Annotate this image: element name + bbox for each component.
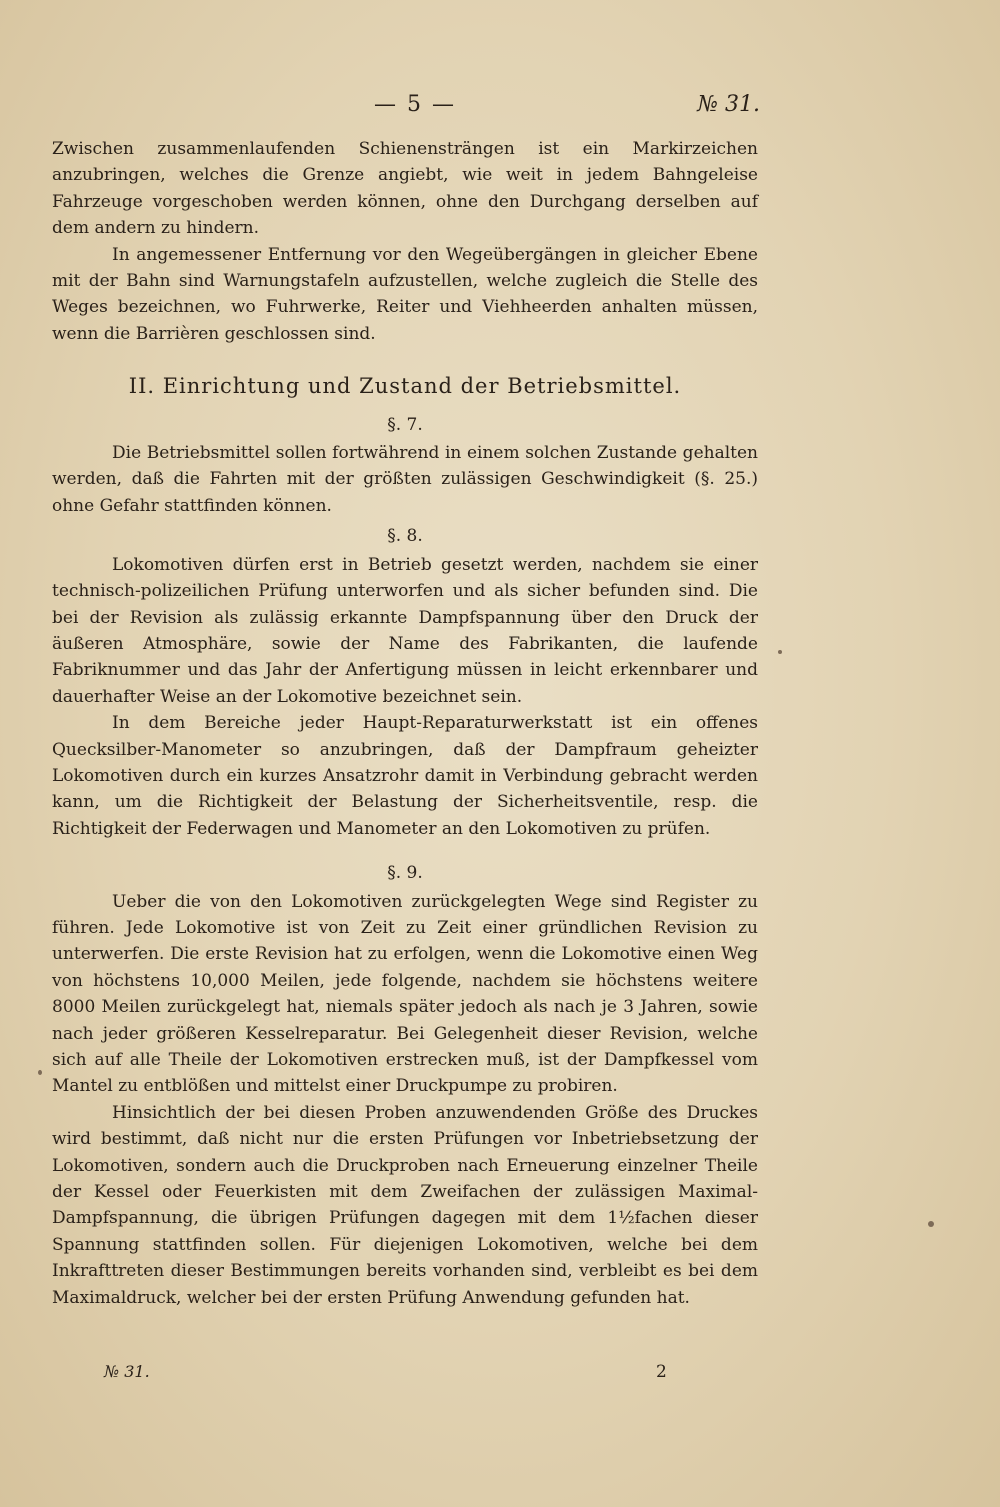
footer-document-number: № 31. [104, 1362, 150, 1381]
page-header [0, 92, 1000, 122]
paper-speck [38, 1070, 42, 1075]
paper-speck [778, 650, 782, 654]
paragraph-warnungstafeln: In angemessener Entfernung vor den Wegeübergängen in gleicher Ebene mit der Bahn sind Warnungstafeln aufzustellen, welche zugleich die Stelle des Weges bezeichnen, wo Fuhrwerke, Reiter und Viehheerden anhalten müssen, wenn die Barrièren geschlossen sind. [52, 244, 758, 344]
body-text [52, 136, 758, 1311]
footer-sheet-number: 2 [656, 1362, 667, 1382]
paragraph-7: Die Betriebsmittel sollen fortwährend in einem solchen Zustande gehalten werden, daß die Fahrten mit der größten zulässigen Geschwindigkeit (§. 25.) ohne Gefahr stattfinden können. [52, 443, 758, 516]
paper-speck [928, 1221, 934, 1227]
paragraph-8-2: In dem Bereiche jeder Haupt-Reparaturwerkstatt ist ein offenes Quecksilber-Manometer so anzubringen, daß der Dampfraum geheizter Lokomotiven durch ein kurzes Ansatzrohr damit in Verbindung gebracht werden kann, um die Richtigkeit der Belastung der Sicherheitsventile, resp. die Richtigkeit der Federwagen und Manometer an den Lokomotiven zu prüfen. [52, 713, 758, 839]
section-number-8: §. 8. [387, 526, 423, 547]
document-number: № 31. [697, 92, 760, 117]
paragraph-8-1: Lokomotiven dürfen erst in Betrieb gesetzt werden, nachdem sie einer technisch-polizeilichen Prüfung unterworfen und als sicher befunden sind. Die bei der Revision als zulässig erkannte Dampfspannung über den Druck der äußeren Atmosphäre, sowie der Name des Fabrikanten, die laufende Fabriknummer und das Jahr der Anfertigung müssen in leicht erkennbarer und dauerhafter Weise an der Lokomotive bezeichnet sein. [52, 554, 758, 707]
page-number: — 5 — [374, 92, 456, 117]
spacer [52, 842, 758, 856]
section-heading: II. Einrichtung und Zustand der Betriebsmittel. [128, 374, 682, 399]
paragraph-9-2: Hinsichtlich der bei diesen Proben anzuwendenden Größe des Druckes wird bestimmt, daß nicht nur die ersten Prüfungen vor Inbetriebsetzung der Lokomotiven, sondern auch die Druckproben nach Erneuerung einzelner Theile der Kessel oder Feuerkisten mit dem Zweifachen der zulässigen Maximal-Dampfspannung, die übrigen Prüfungen dagegen mit dem 1½fachen dieser Spannung stattfinden sollen. Für diejenigen Lokomotiven, welche bei dem Inkrafttreten dieser Bestimmungen bereits vorhanden sind, verbleibt es bei dem Maximaldruck, welcher bei der ersten Prüfung Anwendung gefunden hat. [52, 1102, 758, 1308]
paragraph-markirzeichen: Zwischen zusammenlaufenden Schienensträngen ist ein Markirzeichen anzubringen, welches die Grenze angiebt, wie weit in jedem Bahngeleise Fahrzeuge vorgeschoben werden können, ohne den Durchgang derselben auf dem andern zu hindern. [52, 139, 758, 239]
paragraph-9-1: Ueber die von den Lokomotiven zurückgelegten Wege sind Register zu führen. Jede Lokomotive ist von Zeit zu Zeit einer gründlichen Revision zu unterwerfen. Die erste Revision hat zu erfolgen, wenn die Lokomotive einen Weg von höchstens 10,000 Meilen, jede folgende, nachdem sie höchstens weitere 8000 Meilen zurückgelegt hat, niemals später jedoch als nach je 3 Jahren, sowie nach jeder größeren Kesselreparatur. Bei Gelegenheit dieser Revision, welche sich auf alle Theile der Lokomotiven erstrecken muß, ist der Dampfkessel vom Mantel zu entblößen und mittelst einer Druckpumpe zu probiren. [52, 891, 758, 1097]
section-number-7: §. 7. [387, 414, 423, 435]
section-number-9: §. 9. [387, 863, 423, 884]
page-footer [52, 1362, 758, 1386]
